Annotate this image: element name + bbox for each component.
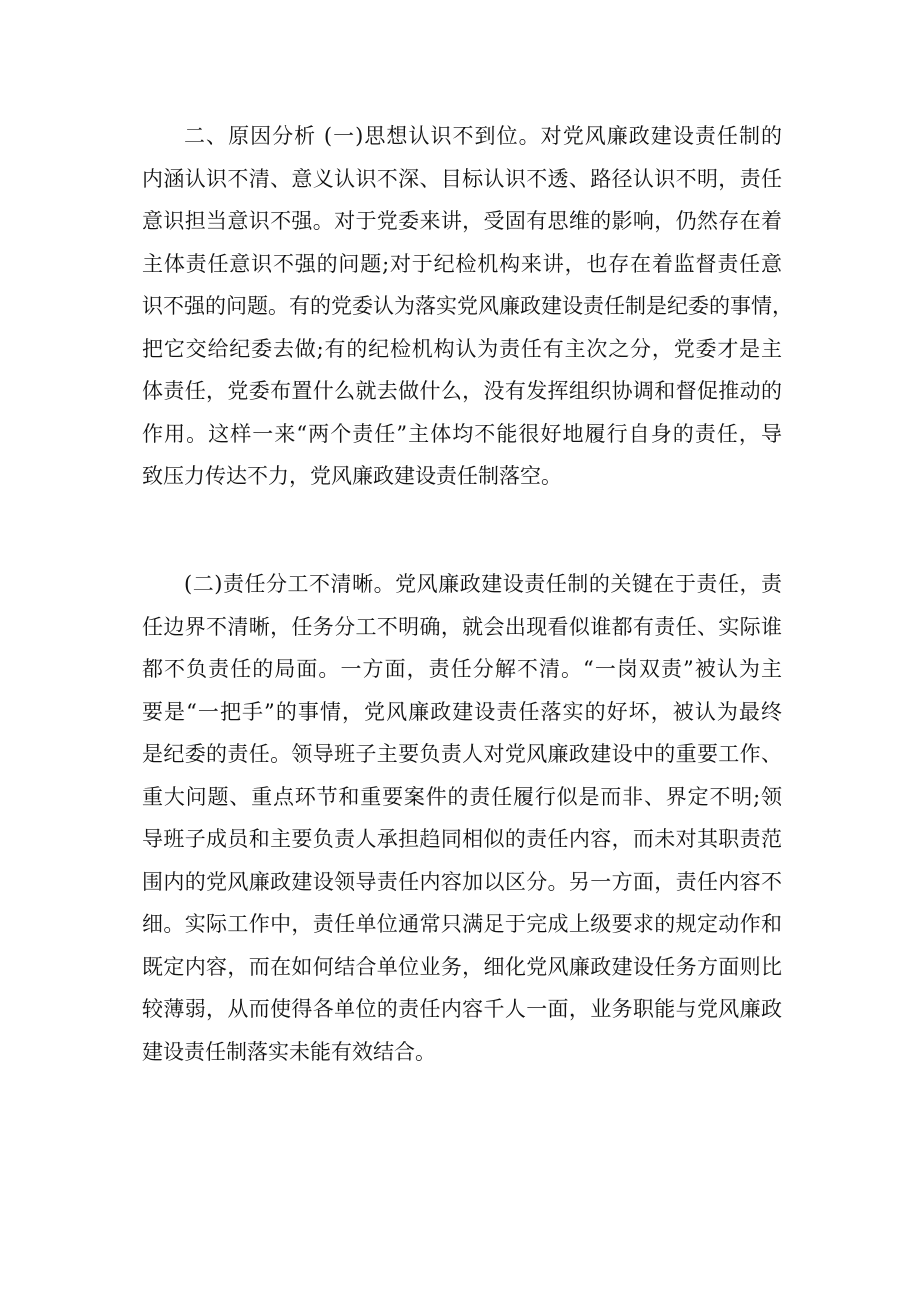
- text-line: 内涵认识不清、意义认识不深、目标认识不透、路径认识不明，责任: [142, 166, 782, 191]
- text-line: 较薄弱，从而使得各单位的责任内容千人一面，业务职能与党风廉政: [142, 997, 782, 1021]
- text-line: 围内的党风廉政建设领导责任内容加以区分。另一方面，责任内容不: [142, 869, 782, 894]
- text-line: 导班子成员和主要负责人承担趋同相似的责任内容，而未对其职责范: [142, 827, 782, 851]
- text-line: 细。实际工作中，责任单位通常只满足于完成上级要求的规定动作和: [142, 912, 782, 936]
- text-line: 重大问题、重点环节和重要案件的责任履行似是而非、界定不明;领: [142, 784, 782, 809]
- text-line: (二)责任分工不清晰。党风廉政建设责任制的关键在于责任，责: [184, 572, 782, 596]
- text-line: 作用。这样一来“两个责任”主体均不能很好地履行自身的责任，导: [142, 421, 782, 446]
- text-line: 要是“一把手”的事情，党风廉政建设责任落实的好坏，被认为最终: [142, 699, 782, 724]
- text-line: 建设责任制落实未能有效结合。: [142, 1039, 436, 1064]
- text-line: 任边界不清晰，任务分工不明确，就会出现看似谁都有责任、实际谁: [142, 614, 782, 639]
- paragraph-cause-analysis-2: [142, 563, 782, 1073]
- text-line: 把它交给纪委去做;有的纪检机构认为责任有主次之分，党委才是主: [142, 336, 782, 361]
- text-line: 二、原因分析 (一)思想认识不到位。对党风廉政建设责任制的: [184, 124, 782, 148]
- text-line: 是纪委的责任。领导班子主要负责人对党风廉政建设中的重要工作、: [142, 742, 782, 766]
- text-line: 都不负责任的局面。一方面，责任分解不清。“一岗双责”被认为主: [142, 657, 782, 681]
- text-line: 意识担当意识不强。对于党委来讲，受固有思维的影响，仍然存在着: [142, 209, 782, 233]
- text-line: 识不强的问题。有的党委认为落实党风廉政建设责任制是纪委的事情，: [142, 294, 793, 318]
- text-line: 致压力传达不力，党风廉政建设责任制落空。: [142, 464, 562, 488]
- text-line: 体责任，党委布置什么就去做什么，没有发挥组织协调和督促推动的: [142, 379, 782, 403]
- text-line: 既定内容，而在如何结合单位业务，细化党风廉政建设任务方面则比: [142, 954, 782, 979]
- text-line: 主体责任意识不强的问题;对于纪检机构来讲，也存在着监督责任意: [142, 251, 782, 276]
- paragraph-cause-analysis-1: [142, 115, 793, 498]
